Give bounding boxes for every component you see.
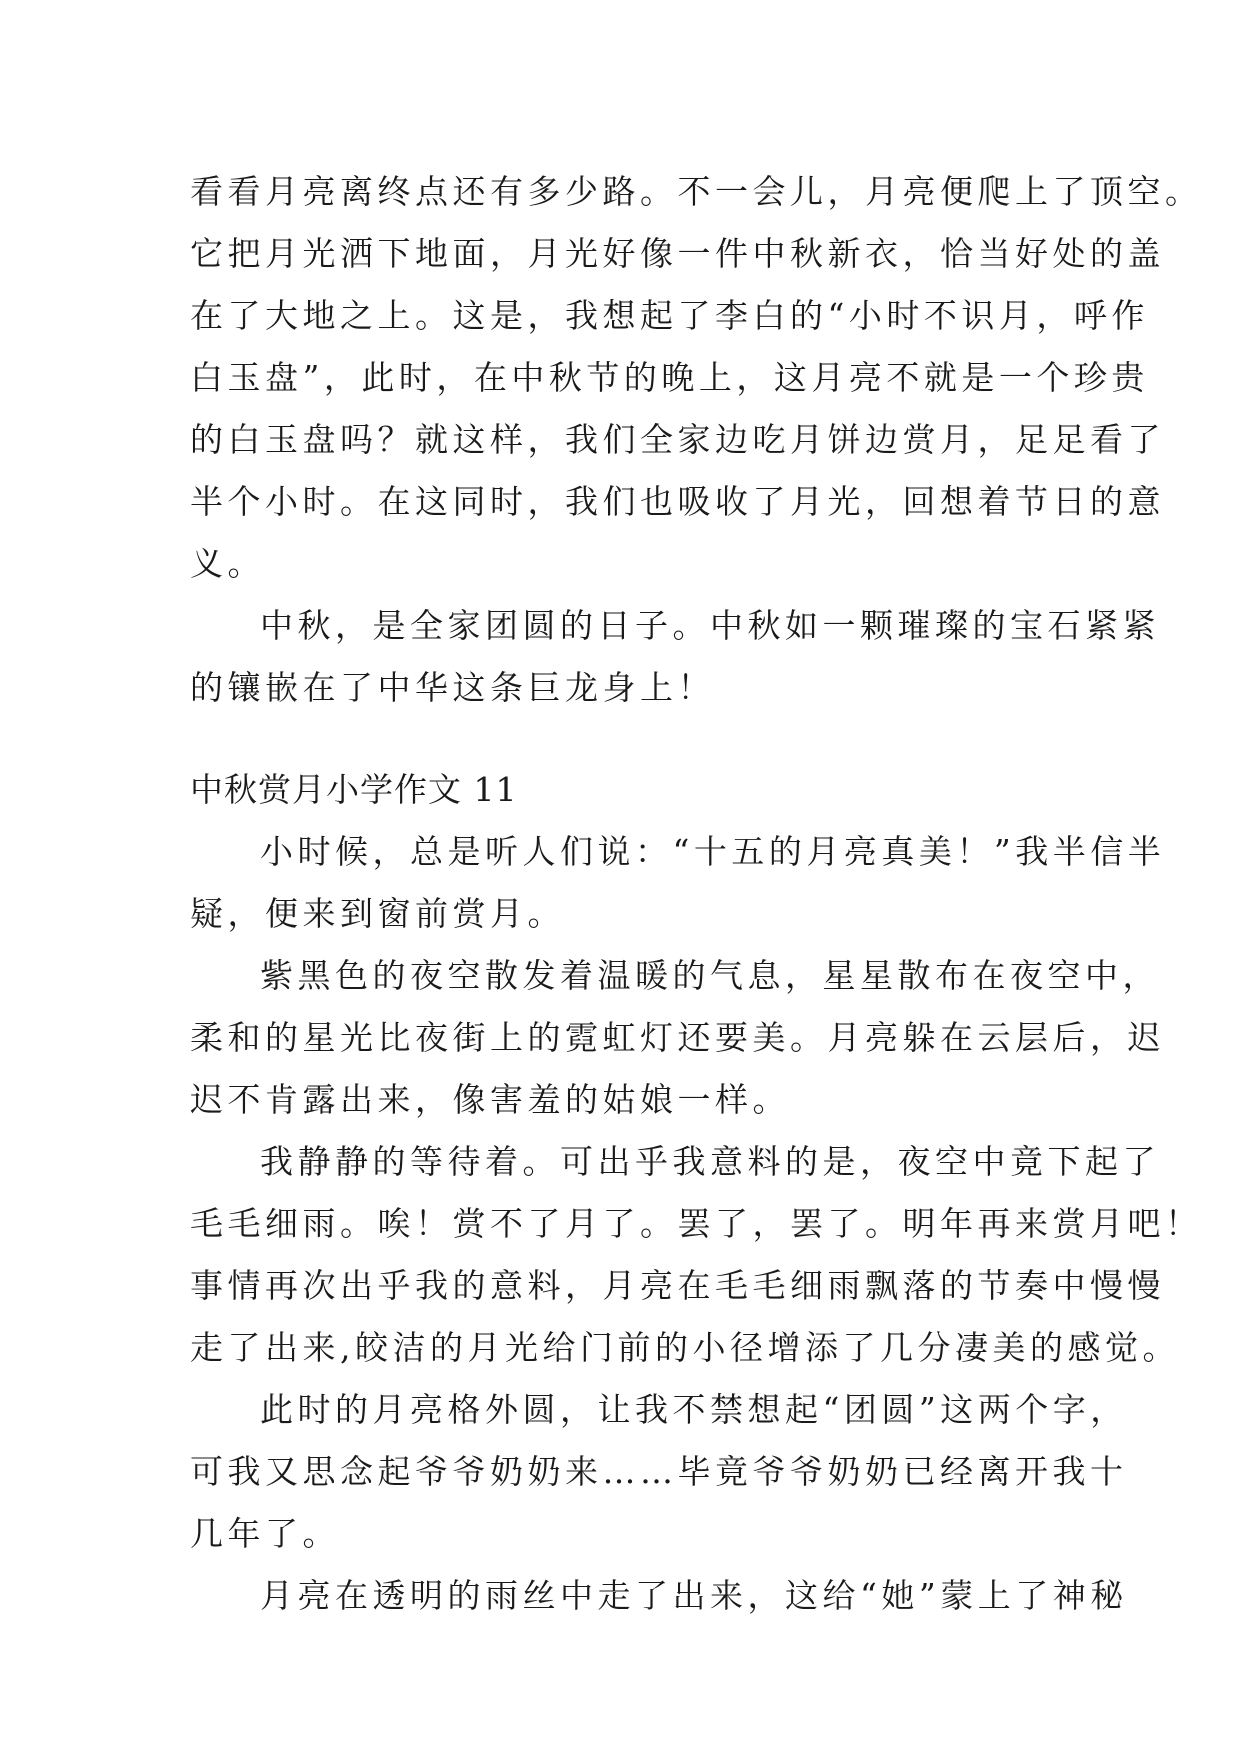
- text-line: 月亮在透明的雨丝中走了出来，这给“她”蒙上了神秘: [260, 1576, 1128, 1615]
- text-line: 的镶嵌在了中华这条巨龙身上！: [190, 668, 715, 707]
- text-line: 柔和的星光比夜街上的霓虹灯还要美。月亮躲在云层后，迟: [190, 1018, 1165, 1057]
- text-line: 紫黑色的夜空散发着温暖的气息，星星散布在夜空中，: [260, 956, 1160, 995]
- text-line: 此时的月亮格外圆，让我不禁想起“团圆”这两个字，: [260, 1390, 1128, 1429]
- paragraph-5: [190, 1565, 1128, 1627]
- text-line: 事情再次出乎我的意料，月亮在毛毛细雨飘落的节奏中慢慢: [190, 1266, 1165, 1305]
- text-line: 迟不肯露出来，像害羞的姑娘一样。: [190, 1080, 790, 1119]
- text-line: 可我又思念起爷爷奶奶来……毕竟爷爷奶奶已经离开我十: [190, 1452, 1128, 1491]
- paragraph-1: [190, 821, 1166, 945]
- text-line: 几年了。: [190, 1514, 340, 1553]
- section-gap: [190, 719, 1050, 759]
- text-line: 它把月光洒下地面，月光好像一件中秋新衣，恰当好处的盖: [190, 234, 1165, 273]
- text-line: 白玉盘”，此时，在中秋节的晚上，这月亮不就是一个珍贵: [190, 358, 1149, 397]
- text-line: 毛毛细雨。唉！赏不了月了。罢了，罢了。明年再来赏月吧！: [190, 1204, 1203, 1243]
- section-title: 中秋赏月小学作文 11: [190, 770, 518, 809]
- text-line: 走了出来,皎洁的月光给门前的小径增添了几分凄美的感觉。: [190, 1328, 1180, 1367]
- paragraph-moon-rising: [190, 161, 1203, 595]
- paragraph-3: [190, 1131, 1203, 1379]
- text-line: 看看月亮离终点还有多少路。不一会儿，月亮便爬上了顶空。: [190, 172, 1203, 211]
- document-body: [190, 161, 1203, 1627]
- paragraph-4: [190, 1379, 1128, 1565]
- text-line: 疑，便来到窗前赏月。: [190, 894, 565, 933]
- paragraph-closing: [190, 595, 1160, 719]
- text-line: 的白玉盘吗？就这样，我们全家边吃月饼边赏月，足足看了: [190, 420, 1165, 459]
- text-line: 我静静的等待着。可出乎我意料的是，夜空中竟下起了: [260, 1142, 1160, 1181]
- text-line: 小时候，总是听人们说：“十五的月亮真美！”我半信半: [260, 832, 1166, 871]
- text-line: 在了大地之上。这是，我想起了李白的“小时不识月，呼作: [190, 296, 1149, 335]
- paragraph-2: [190, 945, 1165, 1131]
- text-line: 中秋，是全家团圆的日子。中秋如一颗璀璨的宝石紧紧: [260, 606, 1160, 645]
- text-line: 半个小时。在这同时，我们也吸收了月光，回想着节日的意: [190, 482, 1165, 521]
- text-line: 义。: [190, 544, 265, 583]
